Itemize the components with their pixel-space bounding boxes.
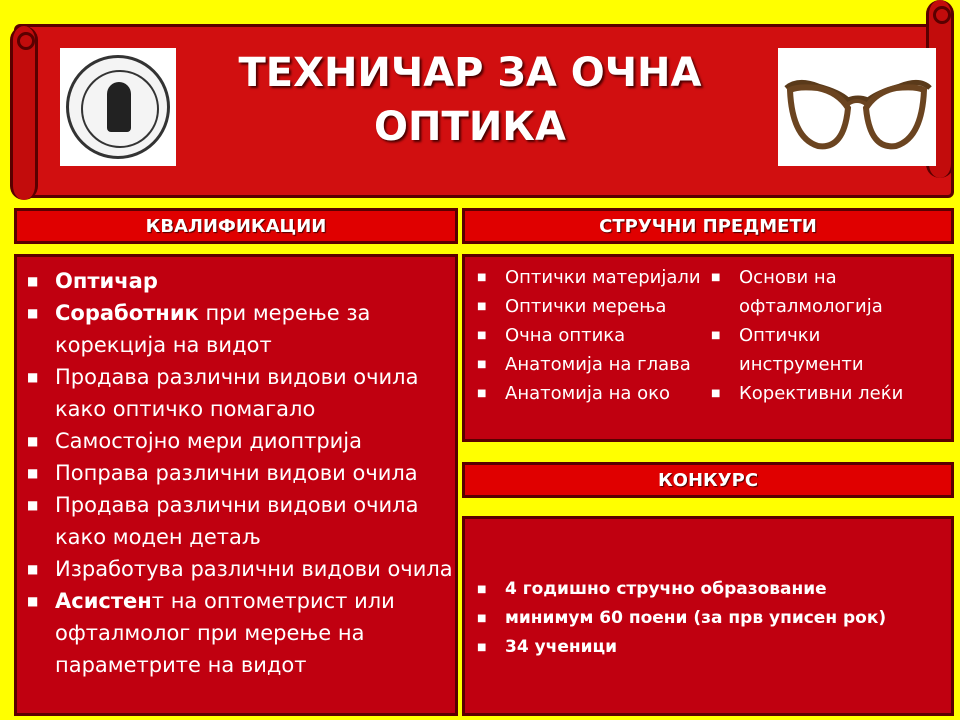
qualification-bold: Оптичар	[55, 269, 158, 293]
qualification-text: Изработува различни видови очила	[55, 557, 453, 581]
qualification-item	[17, 265, 455, 297]
subject-item: ■ Основи на офталмологија	[699, 263, 949, 321]
title-line-1: ТЕХНИЧАР ЗА ОЧНА	[238, 50, 702, 96]
subject-item: ■ Корективни леќи	[699, 379, 949, 408]
glasses-image	[778, 48, 936, 166]
header-subjects: СТРУЧНИ ПРЕДМЕТИ	[462, 208, 954, 244]
qualification-text: т на оптометрист или офталмолог при мерење на параметрите на видот	[55, 589, 395, 677]
contest-item: ■ 4 годишно стручно образование	[465, 575, 951, 604]
subject-item: ■ Оптички материјали	[465, 263, 701, 292]
contest-panel	[462, 516, 954, 716]
subject-item: ■ Оптички инструменти	[699, 321, 949, 379]
contest-item: ■ минимум 60 поени (за прв уписен рок)	[465, 604, 951, 633]
qualification-item	[17, 553, 455, 585]
qualifications-panel	[14, 254, 458, 716]
contest-item: ■ 34 ученици	[465, 633, 951, 662]
subject-item: ■ Оптички мерења	[465, 292, 701, 321]
qualification-item	[17, 361, 455, 425]
qualification-text: при мерење за корекција на видот	[55, 301, 371, 357]
banner-curl-left	[10, 26, 38, 200]
subject-item: ■ Очна оптика	[465, 321, 701, 350]
school-seal-logo	[60, 48, 176, 166]
qualifications-list	[17, 265, 455, 681]
qualification-text: Продава различни видови очила како оптичко помагало	[55, 365, 419, 421]
qualification-text: Самостојно мери диоптрија	[55, 429, 363, 453]
qualification-item	[17, 585, 455, 681]
qualification-item	[17, 425, 455, 457]
subject-item: ■ Анатомија на око	[465, 379, 701, 408]
qualification-text: Поправа различни видови очила	[55, 461, 418, 485]
header-qualifications: КВАЛИФИКАЦИИ	[14, 208, 458, 244]
seal-icon	[66, 55, 170, 159]
page-title	[230, 46, 710, 154]
contest-list	[465, 575, 951, 662]
subjects-list-left	[465, 263, 701, 408]
title-line-2: ОПТИКА	[374, 104, 566, 150]
qualification-item	[17, 489, 455, 553]
header-contest: КОНКУРС	[462, 462, 954, 498]
qualification-bold: Асистен	[55, 589, 152, 613]
subject-item: ■ Анатомија на глава	[465, 350, 701, 379]
qualification-item	[17, 457, 455, 489]
glasses-icon	[778, 48, 936, 166]
qualification-bold: Соработник	[55, 301, 199, 325]
qualification-item	[17, 297, 455, 361]
qualification-text: Продава различни видови очила како моден детаљ	[55, 493, 419, 549]
subjects-panel	[462, 254, 954, 442]
subjects-list-right	[699, 263, 949, 408]
